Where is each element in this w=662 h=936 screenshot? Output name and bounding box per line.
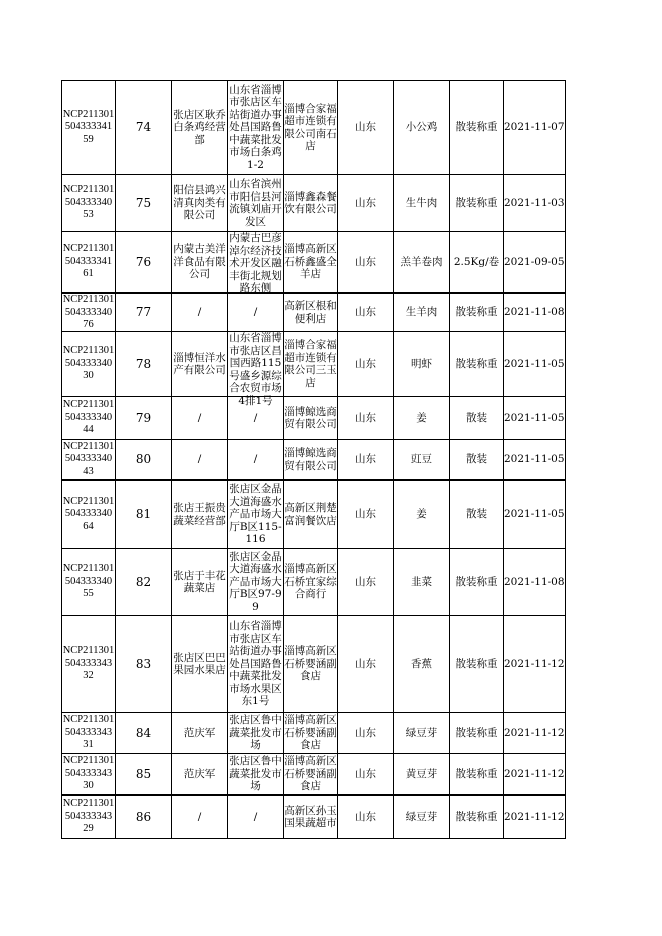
table-row xyxy=(62,397,566,440)
cell-specification xyxy=(450,293,504,332)
table-row xyxy=(62,795,566,839)
cell-producer-name-text: 张店于丰花蔬菜店 xyxy=(173,569,226,594)
cell-producer-address xyxy=(228,293,284,332)
cell-specification-text: 散装称重 xyxy=(455,306,498,319)
cell-sample-code-text: NCP211301504333343 30 xyxy=(62,755,115,792)
cell-production-date-text: 2021-11-08 xyxy=(504,575,565,588)
cell-sampled-unit xyxy=(284,616,338,713)
cell-serial-number xyxy=(116,397,172,440)
cell-production-date xyxy=(504,175,566,232)
cell-food-name-text: 韭菜 xyxy=(411,575,432,588)
cell-specification-text: 散装 xyxy=(466,411,487,424)
cell-serial-number xyxy=(116,81,172,175)
cell-specification-text: 散装称重 xyxy=(455,726,498,739)
cell-serial-number-text: 86 xyxy=(135,809,152,824)
cell-sampled-unit xyxy=(284,440,338,481)
cell-producer-name xyxy=(172,332,228,397)
cell-production-date xyxy=(504,616,566,713)
cell-province-text: 山东 xyxy=(355,306,376,319)
cell-sampled-unit xyxy=(284,713,338,754)
cell-food-name-text: 姜 xyxy=(416,508,427,521)
cell-production-date-text: 2021-11-08 xyxy=(504,306,565,319)
cell-production-date-text: 2021-09-05 xyxy=(504,255,565,268)
cell-sample-code xyxy=(62,549,116,616)
cell-serial-number xyxy=(116,754,172,796)
cell-producer-address xyxy=(228,754,284,796)
cell-production-date xyxy=(504,480,566,549)
cell-province xyxy=(338,754,394,796)
cell-sample-code xyxy=(62,713,116,754)
cell-province-text: 山东 xyxy=(355,357,376,370)
cell-sample-code-text: NCP211301504333340 44 xyxy=(62,399,115,436)
cell-producer-address-text: / xyxy=(253,453,258,466)
cell-sampled-unit-text: 淄博高新区石桥婴涵副食店 xyxy=(284,714,337,752)
cell-specification xyxy=(450,81,504,175)
cell-production-date-text: 2021-11-12 xyxy=(504,767,565,780)
cell-sampled-unit-text: 高新区荆楚富润餐饮店 xyxy=(284,502,337,527)
cell-food-name-text: 香蕉 xyxy=(411,657,432,670)
cell-producer-address xyxy=(228,232,284,294)
cell-sample-code xyxy=(62,440,116,481)
cell-producer-name xyxy=(172,754,228,796)
cell-sample-code xyxy=(62,81,116,175)
cell-producer-address xyxy=(228,713,284,754)
cell-food-name xyxy=(394,480,450,549)
cell-production-date-text: 2021-11-12 xyxy=(504,810,565,823)
cell-producer-name-text: 阳信县鸿兴清真肉类有限公司 xyxy=(173,184,226,222)
cell-specification xyxy=(450,754,504,796)
cell-sample-code-text: NCP211301504333343 29 xyxy=(62,798,115,835)
cell-producer-address xyxy=(228,549,284,616)
cell-specification-text: 散装称重 xyxy=(455,657,498,670)
cell-province xyxy=(338,713,394,754)
cell-province xyxy=(338,232,394,294)
cell-food-name xyxy=(394,397,450,440)
cell-sampled-unit-text: 淄博鑫森餐饮有限公司 xyxy=(284,190,337,215)
cell-serial-number-text: 82 xyxy=(135,574,152,589)
cell-serial-number-text: 81 xyxy=(135,507,152,522)
cell-producer-address-text: 张店区鲁中蔬菜批发市场 xyxy=(229,714,282,752)
cell-producer-address-text: 张店区鲁中蔬菜批发市场 xyxy=(229,755,282,793)
cell-food-name-text: 绿豆芽 xyxy=(405,726,438,739)
cell-production-date xyxy=(504,713,566,754)
cell-serial-number xyxy=(116,332,172,397)
cell-producer-address xyxy=(228,440,284,481)
cell-sample-code xyxy=(62,480,116,549)
cell-sampled-unit xyxy=(284,293,338,332)
cell-serial-number xyxy=(116,175,172,232)
cell-production-date xyxy=(504,232,566,294)
cell-specification xyxy=(450,549,504,616)
cell-specification xyxy=(450,713,504,754)
cell-production-date xyxy=(504,440,566,481)
cell-sampled-unit xyxy=(284,549,338,616)
cell-province xyxy=(338,616,394,713)
cell-producer-address xyxy=(228,795,284,839)
cell-producer-name xyxy=(172,795,228,839)
cell-province-text: 山东 xyxy=(355,726,376,739)
cell-province xyxy=(338,549,394,616)
cell-producer-address xyxy=(228,81,284,175)
cell-producer-address-text: 山东省淄博市张店区车站街道办事处昌国路鲁中蔬菜批发市场白条鸡1-2 xyxy=(229,83,282,171)
cell-producer-name-text: 张店王振贵蔬菜经营部 xyxy=(173,502,226,527)
cell-sampled-unit xyxy=(284,81,338,175)
cell-specification-text: 散装称重 xyxy=(455,121,498,134)
cell-producer-address-text: 山东省淄博市张店区车站街道办事处昌国路鲁中蔬菜批发市场水果区东1号 xyxy=(229,620,282,708)
cell-producer-name xyxy=(172,549,228,616)
cell-serial-number-text: 80 xyxy=(135,452,152,467)
cell-sample-code xyxy=(62,795,116,839)
cell-serial-number xyxy=(116,713,172,754)
cell-food-name-text: 明虾 xyxy=(411,357,432,370)
cell-province-text: 山东 xyxy=(355,767,376,780)
cell-specification xyxy=(450,175,504,232)
cell-production-date xyxy=(504,293,566,332)
cell-serial-number-text: 83 xyxy=(135,656,152,671)
cell-serial-number-text: 77 xyxy=(135,305,152,320)
cell-food-name-text: 绿豆芽 xyxy=(405,810,438,823)
cell-production-date-text: 2021-11-12 xyxy=(504,657,565,670)
cell-province xyxy=(338,332,394,397)
cell-producer-address-text: / xyxy=(253,306,258,319)
cell-producer-address-text: 张店区金晶大道海盛水产品市场大厅B区115-116 xyxy=(229,483,282,546)
cell-production-date xyxy=(504,795,566,839)
cell-province-text: 山东 xyxy=(355,453,376,466)
cell-production-date xyxy=(504,397,566,440)
cell-province-text: 山东 xyxy=(355,255,376,268)
cell-sampled-unit xyxy=(284,480,338,549)
cell-sample-code xyxy=(62,175,116,232)
cell-sample-code xyxy=(62,332,116,397)
cell-sampled-unit xyxy=(284,795,338,839)
cell-producer-name-text: 范庆军 xyxy=(183,767,216,780)
cell-producer-name-text: 内蒙古美洋洋食品有限公司 xyxy=(173,243,226,281)
cell-producer-address-text: 张店区金晶大道海盛水产品市场大厅B区97-99 xyxy=(229,550,282,613)
cell-producer-address-text: / xyxy=(253,810,258,823)
cell-sampled-unit-text: 淄博高新区石桥宜家综合商行 xyxy=(284,563,337,601)
cell-specification xyxy=(450,440,504,481)
cell-sampled-unit xyxy=(284,754,338,796)
cell-production-date-text: 2021-11-07 xyxy=(504,121,565,134)
cell-sampled-unit xyxy=(284,332,338,397)
cell-production-date xyxy=(504,754,566,796)
cell-producer-name-text: 范庆军 xyxy=(183,726,216,739)
cell-province-text: 山东 xyxy=(355,196,376,209)
cell-serial-number-text: 84 xyxy=(135,725,152,740)
cell-production-date-text: 2021-11-05 xyxy=(504,508,565,521)
cell-specification-text: 散装 xyxy=(466,453,487,466)
cell-food-name xyxy=(394,293,450,332)
cell-food-name-text: 姜 xyxy=(416,411,427,424)
cell-specification-text: 散装称重 xyxy=(455,767,498,780)
cell-serial-number xyxy=(116,549,172,616)
table-row xyxy=(62,232,566,294)
cell-sample-code-text: NCP211301504333343 32 xyxy=(62,645,115,682)
cell-sample-code-text: NCP211301504333341 61 xyxy=(62,243,115,280)
table-body xyxy=(62,81,566,839)
cell-production-date xyxy=(504,549,566,616)
cell-food-name xyxy=(394,175,450,232)
cell-food-name-text: 小公鸡 xyxy=(405,121,438,134)
cell-sample-code xyxy=(62,397,116,440)
cell-producer-address xyxy=(228,616,284,713)
cell-province-text: 山东 xyxy=(355,411,376,424)
table-row xyxy=(62,713,566,754)
cell-serial-number xyxy=(116,293,172,332)
cell-producer-name-text: 张店区巴巴果园水果店 xyxy=(173,651,226,676)
cell-province xyxy=(338,795,394,839)
cell-province-text: 山东 xyxy=(355,657,376,670)
cell-sampled-unit-text: 淄博高新区石桥婴涵副食店 xyxy=(284,645,337,683)
cell-producer-name-text: / xyxy=(197,810,202,823)
cell-producer-address xyxy=(228,480,284,549)
cell-sample-code-text: NCP211301504333340 43 xyxy=(62,440,115,477)
sampling-table xyxy=(61,80,566,839)
cell-province-text: 山东 xyxy=(355,508,376,521)
cell-food-name-text: 生牛肉 xyxy=(405,196,438,209)
cell-production-date xyxy=(504,332,566,397)
cell-producer-name xyxy=(172,616,228,713)
cell-food-name-text: 黄豆芽 xyxy=(405,767,438,780)
cell-specification xyxy=(450,616,504,713)
cell-sampled-unit-text: 高新区根和便利店 xyxy=(284,300,337,325)
table-row xyxy=(62,754,566,796)
cell-producer-name xyxy=(172,397,228,440)
cell-serial-number-text: 75 xyxy=(135,195,152,210)
cell-sample-code xyxy=(62,232,116,294)
cell-sample-code-text: NCP211301504333340 30 xyxy=(62,345,115,382)
cell-sample-code xyxy=(62,293,116,332)
cell-food-name xyxy=(394,440,450,481)
cell-serial-number-text: 85 xyxy=(135,766,152,781)
cell-sampled-unit-text: 高新区孙玉国果蔬超市 xyxy=(284,804,337,829)
cell-sample-code-text: NCP211301504333343 31 xyxy=(62,714,115,751)
cell-specification-text: 2.5Kg/卷 xyxy=(453,255,500,268)
table-row xyxy=(62,293,566,332)
cell-sampled-unit-text: 淄博高新区石桥婴涵副食店 xyxy=(284,755,337,793)
cell-specification-text: 散装 xyxy=(466,508,487,521)
cell-province xyxy=(338,397,394,440)
cell-specification-text: 散装称重 xyxy=(455,357,498,370)
cell-serial-number-text: 78 xyxy=(135,356,152,371)
cell-food-name xyxy=(394,81,450,175)
cell-producer-name xyxy=(172,175,228,232)
table-row xyxy=(62,81,566,175)
cell-province-text: 山东 xyxy=(355,810,376,823)
cell-producer-address xyxy=(228,332,284,407)
table-row xyxy=(62,175,566,232)
cell-producer-address-text: 山东省滨州市阳信县河流镇刘庙开发区 xyxy=(229,178,282,228)
table-row xyxy=(62,332,566,397)
cell-serial-number-text: 79 xyxy=(135,410,152,425)
cell-production-date-text: 2021-11-05 xyxy=(504,357,565,370)
cell-producer-address-text: / xyxy=(253,411,258,424)
cell-sampled-unit-text: 淄博高新区石桥鑫盛全羊店 xyxy=(284,243,337,281)
cell-serial-number xyxy=(116,616,172,713)
cell-producer-name xyxy=(172,440,228,481)
cell-producer-address xyxy=(228,175,284,232)
cell-province-text: 山东 xyxy=(355,575,376,588)
cell-food-name xyxy=(394,754,450,796)
cell-province-text: 山东 xyxy=(355,121,376,134)
cell-production-date-text: 2021-11-05 xyxy=(504,411,565,424)
cell-producer-name xyxy=(172,81,228,175)
table-row xyxy=(62,616,566,713)
cell-sample-code xyxy=(62,754,116,796)
cell-sampled-unit xyxy=(284,397,338,440)
cell-sample-code-text: NCP211301504333340 76 xyxy=(62,294,115,330)
cell-producer-name-text: / xyxy=(197,453,202,466)
table-row xyxy=(62,440,566,481)
cell-production-date-text: 2021-11-05 xyxy=(504,453,565,466)
cell-sampled-unit-text: 淄博鲸选商贸有限公司 xyxy=(284,405,337,430)
cell-food-name-text: 羔羊卷肉 xyxy=(400,255,443,268)
cell-sample-code-text: NCP211301504333340 55 xyxy=(62,563,115,600)
cell-food-name xyxy=(394,232,450,294)
table-row xyxy=(62,480,566,549)
cell-sample-code-text: NCP211301504333340 53 xyxy=(62,184,115,221)
cell-food-name xyxy=(394,332,450,397)
cell-food-name-text: 豇豆 xyxy=(411,453,432,466)
cell-serial-number xyxy=(116,480,172,549)
cell-serial-number xyxy=(116,232,172,294)
cell-production-date-text: 2021-11-03 xyxy=(504,196,565,209)
cell-producer-name-text: 淄博恒洋水产有限公司 xyxy=(173,351,226,376)
cell-producer-address-text: 内蒙古巴彦淖尔经济技术开发区融丰街北规划路东侧 xyxy=(229,232,282,294)
cell-serial-number xyxy=(116,440,172,481)
cell-sampled-unit-text: 淄博鲸选商贸有限公司 xyxy=(284,447,337,472)
cell-specification xyxy=(450,232,504,294)
cell-producer-name-text: / xyxy=(197,411,202,424)
cell-specification xyxy=(450,480,504,549)
cell-province xyxy=(338,480,394,549)
cell-sampled-unit xyxy=(284,175,338,232)
cell-specification-text: 散装称重 xyxy=(455,196,498,209)
cell-serial-number-text: 74 xyxy=(135,120,152,135)
cell-specification xyxy=(450,332,504,397)
cell-producer-name xyxy=(172,293,228,332)
cell-sample-code-text: NCP211301504333340 64 xyxy=(62,495,115,532)
cell-food-name-text: 生羊肉 xyxy=(405,306,438,319)
cell-specification xyxy=(450,795,504,839)
table-row xyxy=(62,549,566,616)
cell-province xyxy=(338,81,394,175)
cell-production-date-text: 2021-11-12 xyxy=(504,726,565,739)
cell-specification xyxy=(450,397,504,440)
cell-sample-code-text: NCP211301504333341 59 xyxy=(62,108,115,145)
cell-food-name xyxy=(394,713,450,754)
cell-sample-code xyxy=(62,616,116,713)
cell-province xyxy=(338,440,394,481)
cell-sampled-unit-text: 淄博合家福超市连锁有限公司三玉店 xyxy=(284,339,337,389)
cell-sampled-unit xyxy=(284,232,338,294)
cell-producer-name xyxy=(172,480,228,549)
cell-producer-name-text: 张店区耿乔白条鸡经营部 xyxy=(173,108,226,146)
cell-food-name xyxy=(394,795,450,839)
cell-serial-number xyxy=(116,795,172,839)
cell-specification-text: 散装称重 xyxy=(455,810,498,823)
cell-producer-name-text: / xyxy=(197,306,202,319)
cell-producer-name xyxy=(172,713,228,754)
cell-serial-number-text: 76 xyxy=(135,254,152,269)
cell-producer-name xyxy=(172,232,228,294)
cell-sampled-unit-text: 淄博合家福超市连锁有限公司南石店 xyxy=(284,102,337,152)
cell-specification-text: 散装称重 xyxy=(455,575,498,588)
cell-food-name xyxy=(394,549,450,616)
cell-province xyxy=(338,175,394,232)
cell-province xyxy=(338,293,394,332)
cell-producer-address-text: 山东省淄博市张店区昌国西路115号盛乡源综合农贸市场4排1号 xyxy=(229,332,282,407)
cell-food-name xyxy=(394,616,450,713)
cell-production-date xyxy=(504,81,566,175)
